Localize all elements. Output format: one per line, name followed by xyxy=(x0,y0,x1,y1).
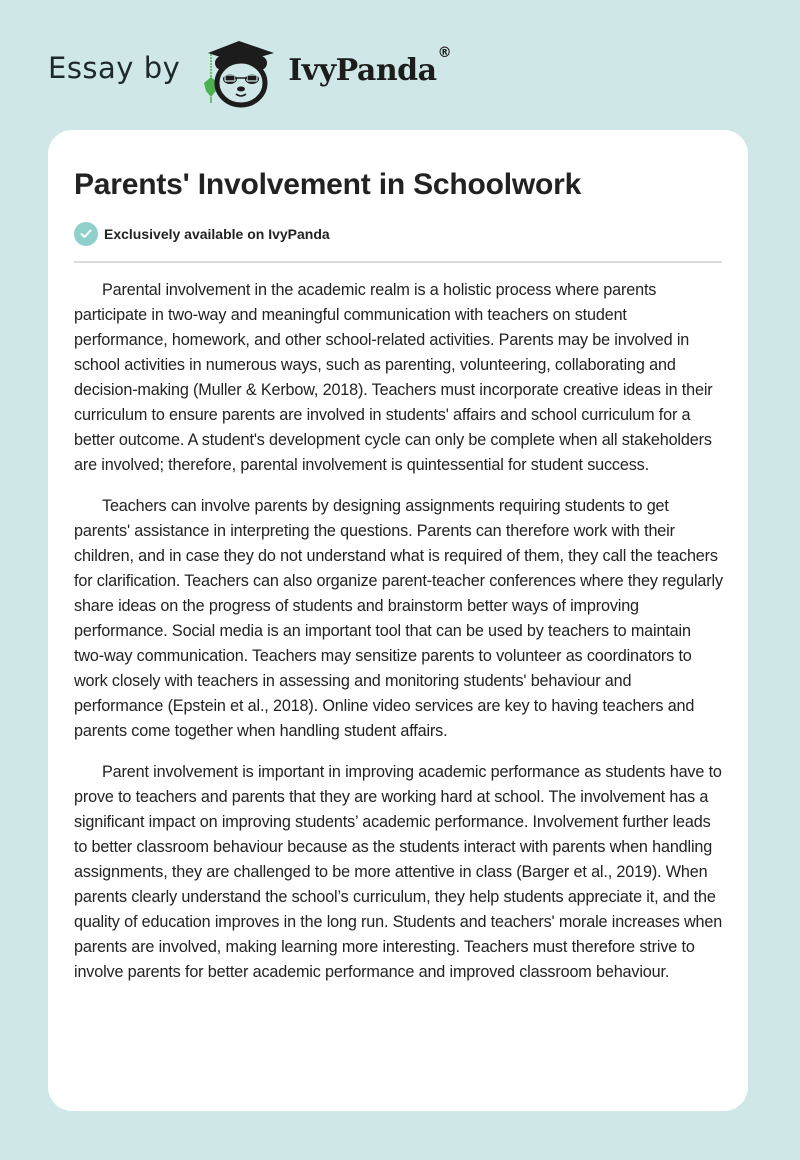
brand-prefix: Essay by xyxy=(48,51,181,85)
exclusive-badge xyxy=(74,222,330,246)
paragraph: Parent involvement is important in improving academic performance as students have to prove to teachers and parents that they are working hard at school. The involvement has a significant impact on improving students’ academic performance. Involvement further leads to better classroom behaviour because as the students interact with parents when handling assignments, they are challenged to be more attentive in class (Barger et al., 2019). When parents clearly understand the school’s curriculum, they help students appreciate it, and the quality of education improves in the long run. Students and teachers' morale increases when parents are involved, making learning more interesting. Teachers must therefore strive to involve parents for better academic performance and improved classroom behaviour. xyxy=(74,763,723,981)
divider xyxy=(74,261,722,263)
paragraph: Parental involvement in the academic realm is a holistic process where parents participate in two-way and meaningful communication with teachers on student performance, homework, and other school-related activities. Parents may be involved in school activities in numerous ways, such as parenting, volunteering, collaborating and decision-making (Muller & Kerbow, 2018). Teachers must incorporate creative ideas in their curriculum to ensure parents are involved in students' affairs and school curriculum for a better outcome. A student's development cycle can only be complete when all stakeholders are involved; therefore, parental involvement is quintessential for student success. xyxy=(74,281,713,474)
brand-name xyxy=(288,44,452,88)
brand-name-text: IvyPanda xyxy=(288,52,437,88)
registered-mark: ® xyxy=(437,44,452,61)
exclusive-label: Exclusively available on IvyPanda xyxy=(104,226,330,242)
essay-body xyxy=(74,278,724,1001)
page-title: Parents' Involvement in Schoolwork xyxy=(74,168,582,201)
brand-header xyxy=(48,36,451,106)
essay-card xyxy=(48,130,748,1111)
check-circle-icon xyxy=(74,222,98,246)
panda-graduation-cap-icon xyxy=(194,33,284,109)
paragraph: Teachers can involve parents by designing assignments requiring students to get parents' assistance in interpreting the questions. Parents can therefore work with their children, and in case they do not understand what is required of them, they call the teachers for clarification. Teachers can also organize parent-teacher conferences where they regularly share ideas on the progress of students and brainstorm better ways of improving performance. Social media is an important tool that can be used by teachers to maintain two-way communication. Teachers may sensitize parents to volunteer as coordinators to work closely with teachers in assessing and monitoring students' behaviour and performance (Epstein et al., 2018). Online video services are key to having teachers and parents come together when handling student affairs. xyxy=(74,497,723,740)
